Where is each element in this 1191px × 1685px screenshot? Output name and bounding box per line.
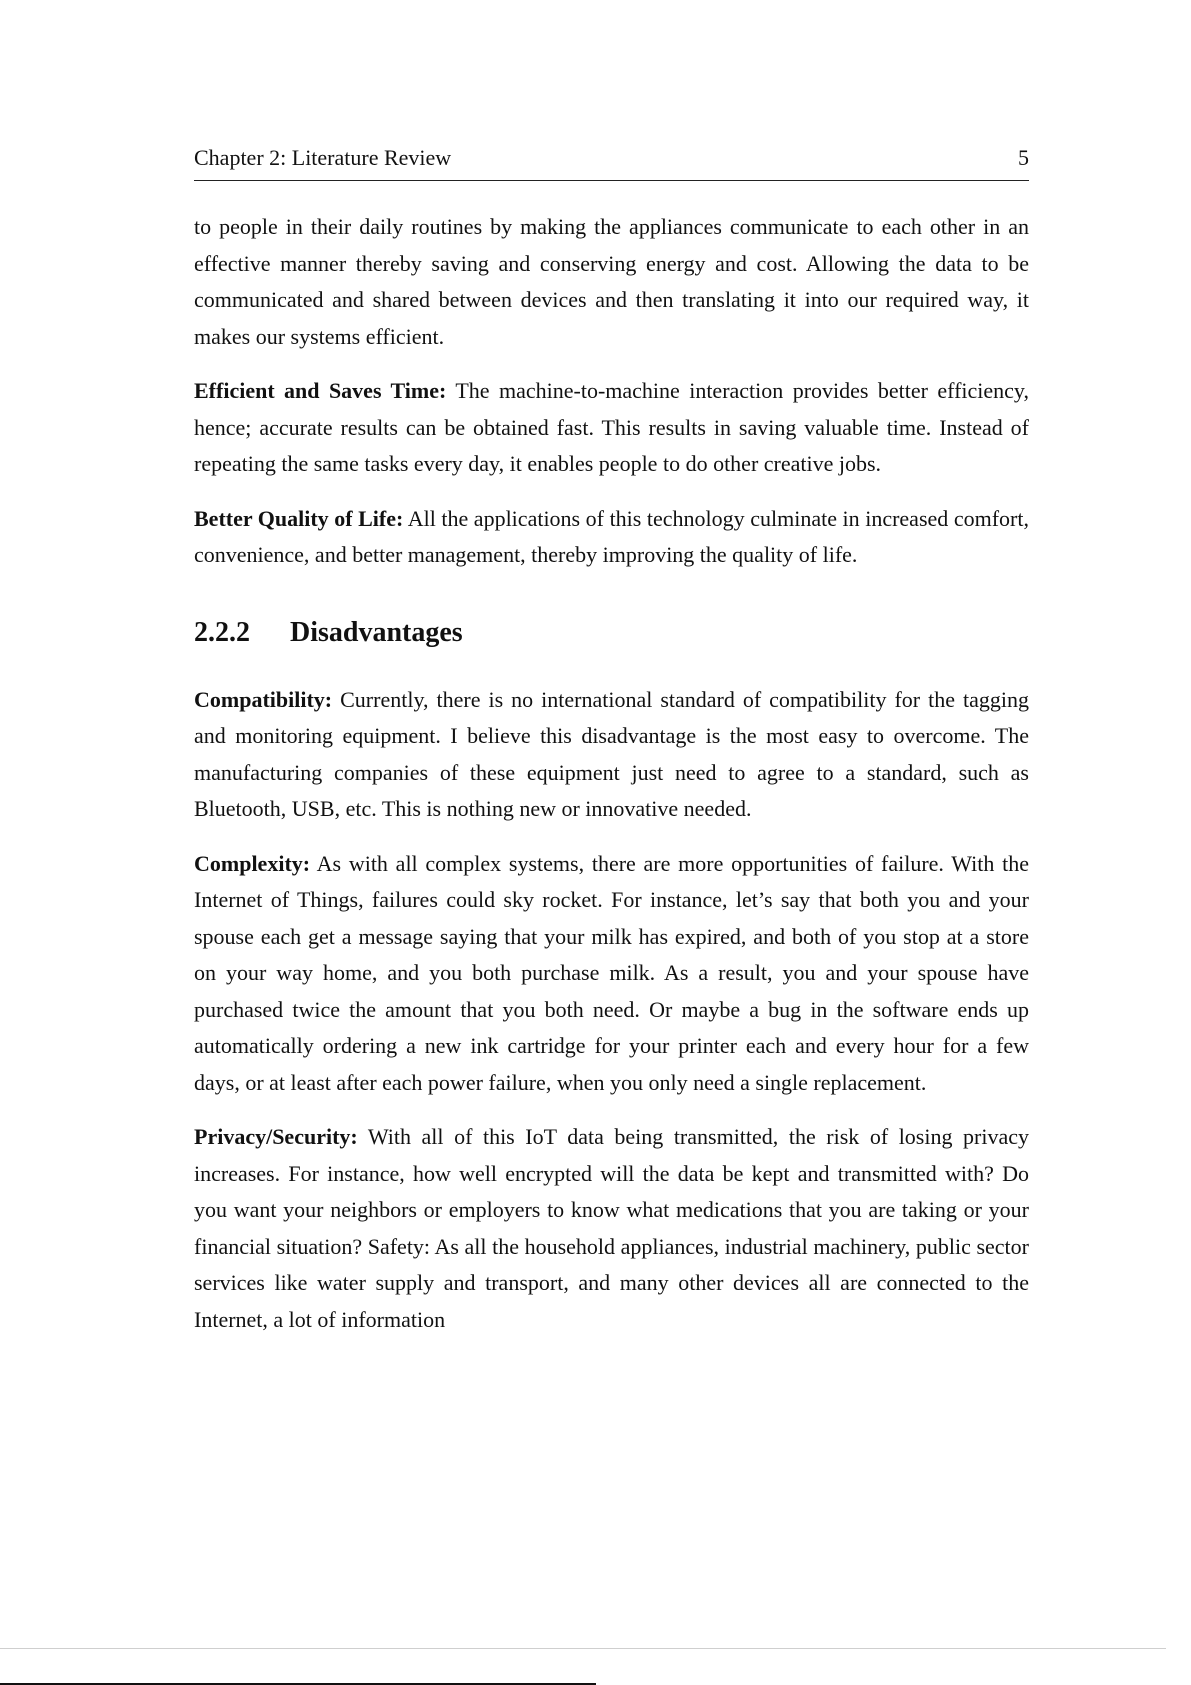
text-efficient: The machine-to-machine interaction provides better efficiency, hence; accurate results can be obtained fast. This results in saving valuable time. Instead of repeating the same tasks every day, it enables people to do other creative jobs.	[194, 378, 1029, 476]
text-complexity: As with all complex systems, there are more opportunities of failure. With the Internet of Things, failures could sky rocket. For instance, let’s say that both you and your spouse each get a message saying that your milk has expired, and both of you stop at a store on your way home, and you both purchase milk. As a result, you and your spouse have purchased twice the amount that you both need. Or maybe a bug in the software ends up automatically ordering a new ink cartridge for your printer each and every hour for a few days, or at least after each power failure, when you only need a single replacement.	[194, 850, 1029, 1095]
section-number: 2.2.2	[194, 616, 250, 648]
paragraph-quality	[194, 501, 1029, 574]
term-efficient: Efficient and Saves Time:	[194, 378, 447, 403]
paragraph-intro: to people in their daily routines by making the appliances communicate to each other in an effective manner thereby saving and conserving energy and cost. Allowing the data to be communicated and shared between devices and then translating it into our required way, it makes our systems efficient.	[194, 214, 1029, 349]
text-quality: All the applications of this technology culminate in increased comfort, convenience, and better management, thereby improving the quality of life.	[194, 505, 1029, 567]
term-compatibility: Compatibility:	[194, 686, 333, 712]
running-header	[194, 146, 1029, 181]
paragraph-compatibility	[194, 682, 1029, 828]
chapter-title: Chapter 2: Literature Review	[194, 145, 452, 170]
term-privacy: Privacy/Security:	[194, 1124, 358, 1149]
page-number: 5	[1018, 145, 1029, 170]
text-privacy: With all of this IoT data being transmitted, the risk of losing privacy increases. For instance, how well encrypted will the data be kept and transmitted with? Do you want your neighbors or employers to know what medications that you are taking or your financial situation? Safety: As all the household appliances, industrial machinery, public sector services like water supply and transport, and many other devices all are connected to the Internet, a lot of information	[194, 1124, 1029, 1332]
term-quality: Better Quality of Life:	[194, 505, 404, 531]
section-title: Disadvantages	[290, 616, 463, 648]
paragraph-privacy	[194, 1119, 1029, 1338]
section-heading	[194, 616, 1029, 650]
paragraph-efficient	[194, 373, 1029, 483]
paragraph-complexity	[194, 846, 1029, 1102]
page-body	[194, 209, 1029, 1356]
term-complexity: Complexity:	[194, 850, 311, 876]
text-compatibility: Currently, there is no international standard of compatibility for the tagging and monitoring equipment. I believe this disadvantage is the most easy to overcome. The manufacturing companies of these equipment just need to agree to a standard, such as Bluetooth, USB, etc. This is nothing new or innovative needed.	[194, 686, 1029, 821]
footer-divider	[0, 1648, 1166, 1649]
